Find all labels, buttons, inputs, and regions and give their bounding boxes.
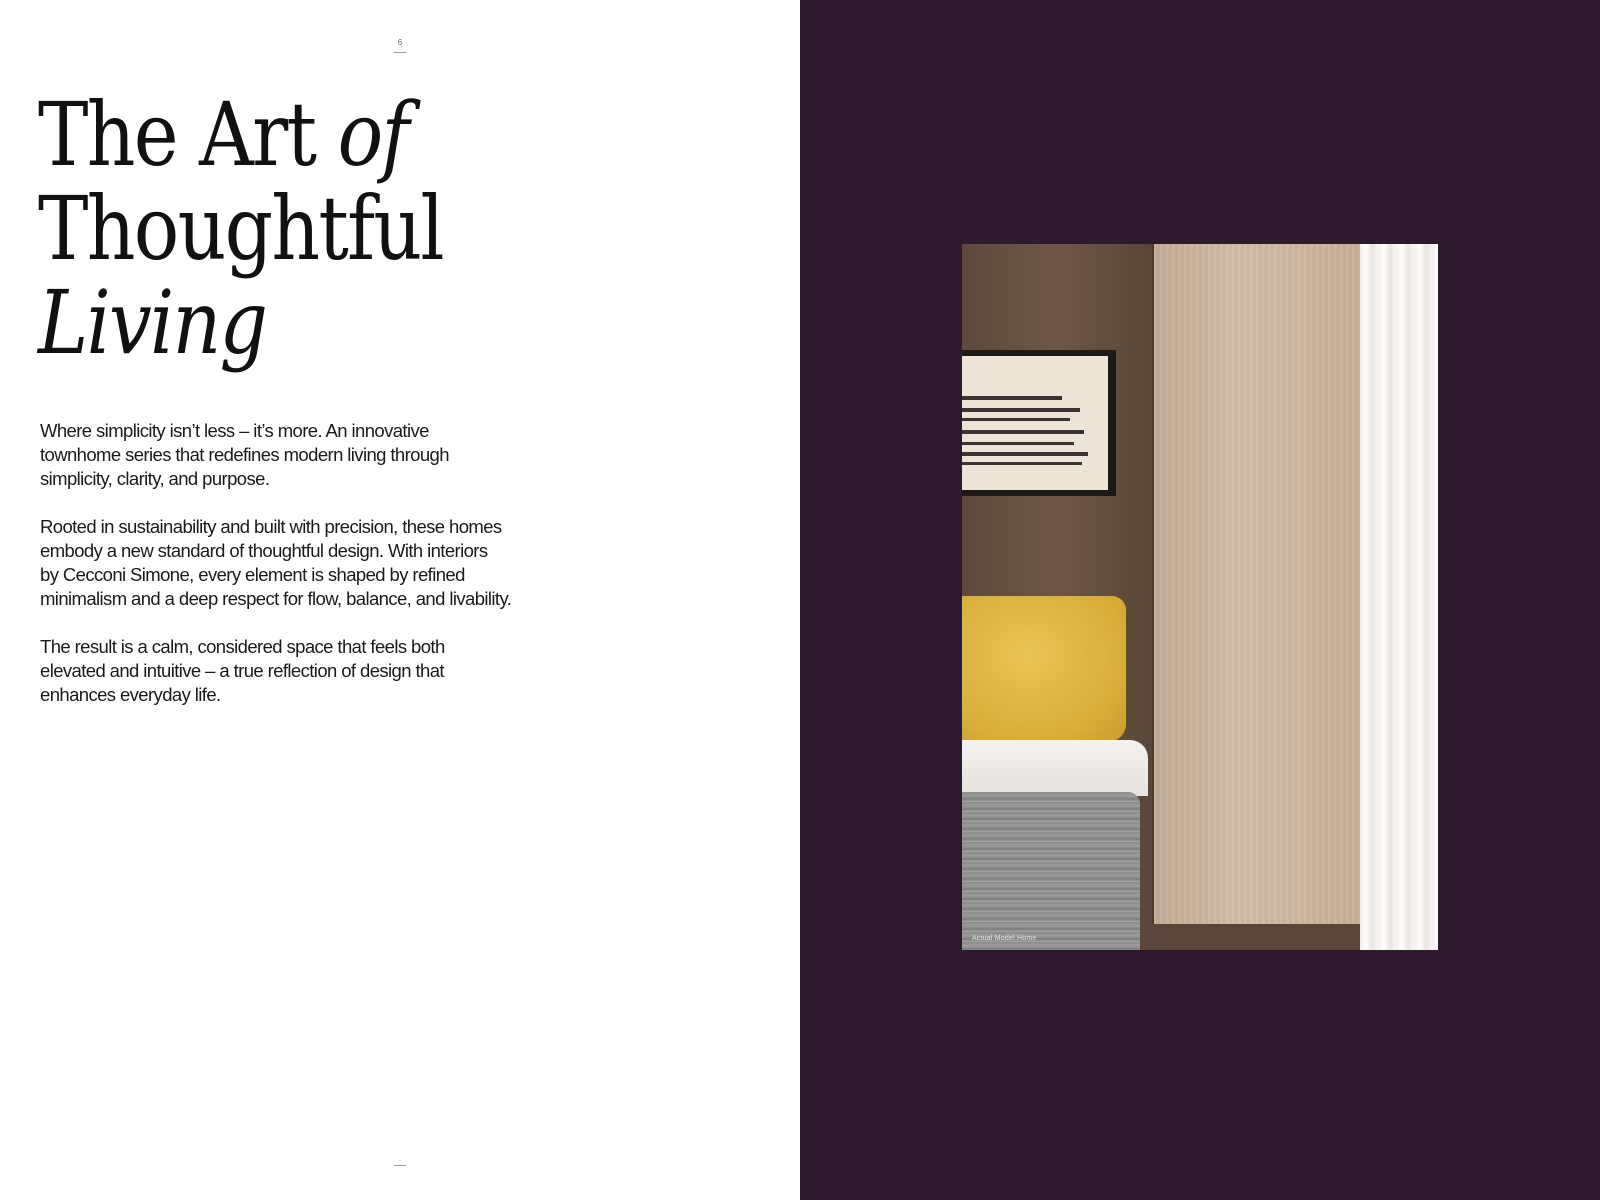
photo-oak-panel [1152,244,1362,924]
bedroom-photo [962,244,1438,950]
headline [38,83,443,374]
headline-regular-text: The Art [38,83,338,186]
page-number: 6 [397,38,403,47]
body-paragraph-2: Rooted in sustainability and built with precision, these homes embody a new standard of thoughtful design. With interiors by Cecconi Simone, every element is shaped by refined minimalism and a deep respect for flow, balance, and livability. [40,516,512,609]
photo-yellow-pillow [962,596,1126,742]
photo-sheer-curtain [1360,244,1438,950]
photo-panel-base [1152,924,1360,950]
body-copy [40,419,540,731]
photo-grey-blanket [962,792,1140,950]
photo-framed-art [962,350,1116,496]
body-paragraph-3: The result is a calm, considered space that feels both elevated and intuitive – a true reflection of design that enhances everyday life. [40,636,445,705]
headline-italic-text: of [337,83,408,186]
headline-line-1 [38,83,443,186]
body-paragraph-1: Where simplicity isn’t less – it’s more. An innovative townhome series that redefines modern living through simplicity, clarity, and purpose. [40,420,449,489]
headline-line-2: Thoughtful [38,177,443,280]
photo-white-sheet [962,740,1148,796]
footer-rule [394,1165,406,1166]
headline-line-3 [38,271,443,374]
photo-framed-art-print [962,356,1108,490]
photo-caption: Actual Model Home [972,935,1037,942]
page-number-rule [394,52,406,53]
headline-italic-living: Living [38,271,267,374]
